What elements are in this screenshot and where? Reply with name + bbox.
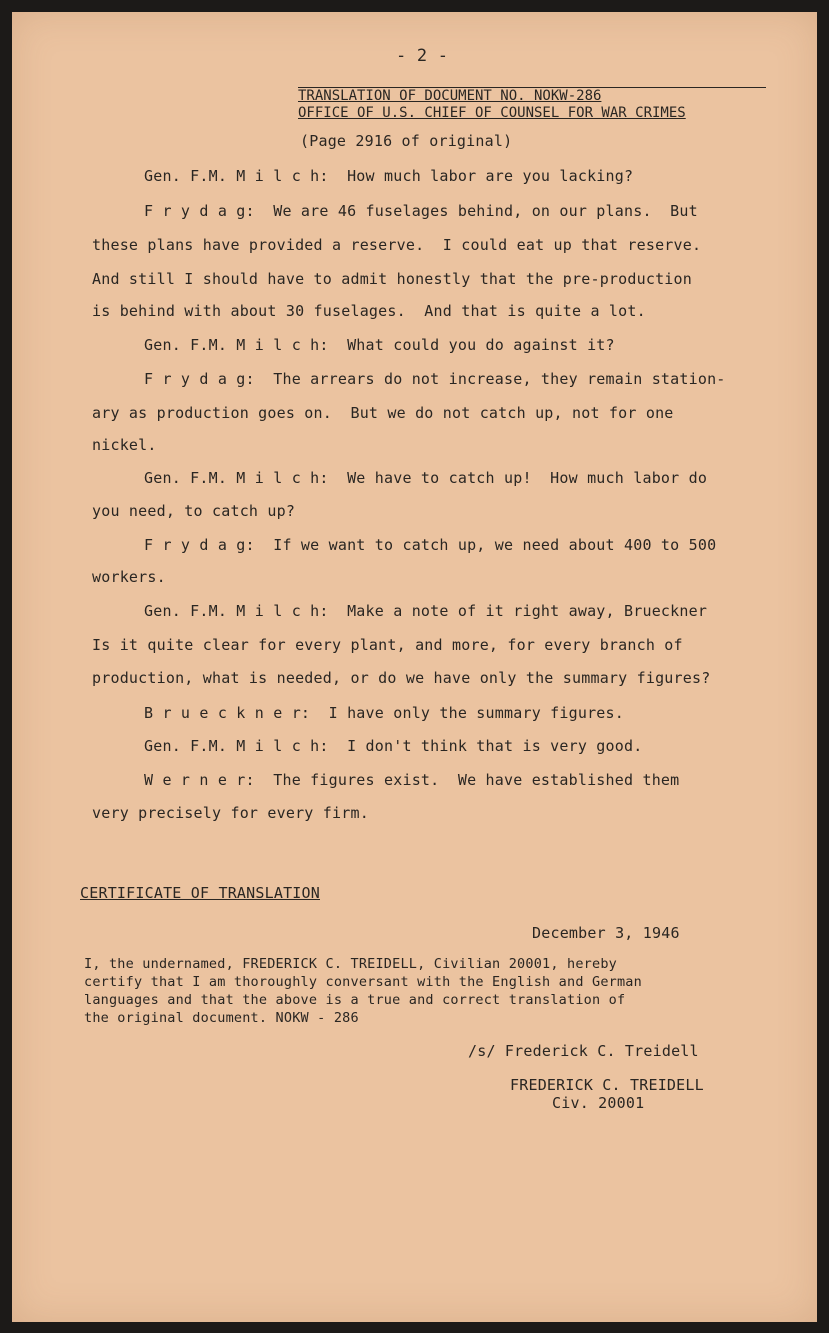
transcript-line: F r y d a g: We are 46 fuselages behind, on our plans. But [144, 202, 698, 220]
transcript-line: Is it quite clear for every plant, and more, for every branch of [92, 636, 683, 654]
transcript-line: Gen. F.M. M i l c h: I don't think that is very good. [144, 737, 643, 755]
certificate-line: certify that I am thoroughly conversant with the English and German [84, 974, 642, 990]
transcript-line: workers. [92, 568, 166, 586]
transcript-line: F r y d a g: If we want to catch up, we need about 400 to 500 [144, 536, 717, 554]
header-line-2: OFFICE OF U.S. CHIEF OF COUNSEL FOR WAR CRIMES [298, 105, 686, 121]
transcript-line: ary as production goes on. But we do not catch up, not for one [92, 404, 674, 422]
certificate-line: the original document. NOKW - 286 [84, 1010, 359, 1026]
transcript-line: B r u e c k n e r: I have only the summary figures. [144, 704, 624, 722]
transcript-line: And still I should have to admit honestly that the pre-production [92, 270, 692, 288]
signer-name: FREDERICK C. TREIDELL [510, 1076, 704, 1094]
transcript-line: you need, to catch up? [92, 502, 296, 520]
transcript-line: is behind with about 30 fuselages. And that is quite a lot. [92, 302, 646, 320]
certificate-date: December 3, 1946 [532, 924, 680, 942]
transcript-line: production, what is needed, or do we have only the summary figures? [92, 669, 711, 687]
certificate-line: languages and that the above is a true and correct translation of [84, 992, 626, 1008]
document-page [12, 12, 817, 1322]
signature: /s/ Frederick C. Treidell [468, 1042, 699, 1060]
transcript-line: these plans have provided a reserve. I could eat up that reserve. [92, 236, 702, 254]
certificate-heading: CERTIFICATE OF TRANSLATION [80, 884, 320, 902]
transcript-line: Gen. F.M. M i l c h: Make a note of it right away, Brueckner [144, 602, 708, 620]
signer-title: Civ. 20001 [552, 1094, 645, 1112]
certificate-line: I, the undernamed, FREDERICK C. TREIDELL, Civilian 20001, hereby [84, 956, 617, 972]
transcript-line: F r y d a g: The arrears do not increase, they remain station- [144, 370, 726, 388]
page-number: - 2 - [396, 46, 449, 66]
header-line-1: TRANSLATION OF DOCUMENT NO. NOKW-286 [298, 88, 602, 104]
transcript-line: nickel. [92, 436, 157, 454]
transcript-line: very precisely for every firm. [92, 804, 369, 822]
transcript-line: Gen. F.M. M i l c h: We have to catch up! How much labor do [144, 469, 708, 487]
transcript-line: Gen. F.M. M i l c h: How much labor are you lacking? [144, 167, 634, 185]
transcript-line: Gen. F.M. M i l c h: What could you do against it? [144, 336, 615, 354]
page-reference: (Page 2916 of original) [300, 132, 513, 150]
transcript-line: W e r n e r: The figures exist. We have established them [144, 771, 680, 789]
